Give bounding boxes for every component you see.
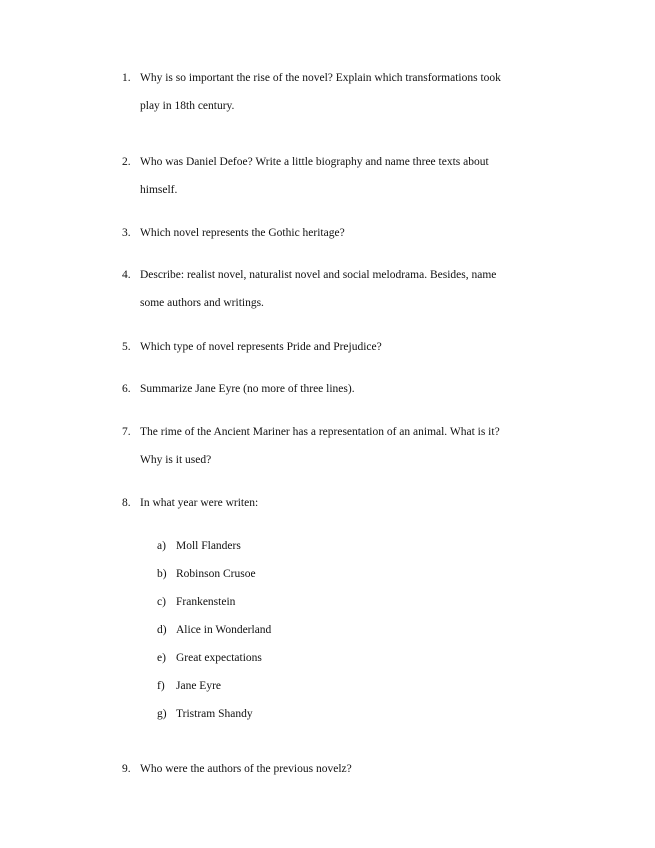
sub-item-text: Frankenstein (176, 596, 236, 608)
question-text: Why is it used? (140, 454, 212, 466)
question-text: In what year were writen: (140, 497, 259, 509)
question-text: Summarize Jane Eyre (no more of three lines). (140, 383, 355, 395)
question-text: The rime of the Ancient Mariner has a representation of an animal. What is it? (140, 426, 500, 438)
question-number: 1. (122, 72, 131, 84)
question-text: Who were the authors of the previous novelz? (140, 763, 352, 775)
sub-item-text: Tristram Shandy (176, 708, 253, 720)
question-number: 4. (122, 269, 131, 281)
sub-item-letter: c) (157, 596, 166, 608)
question-text: Which type of novel represents Pride and Prejudice? (140, 341, 382, 353)
question-number: 2. (122, 156, 131, 168)
question-number: 9. (122, 763, 131, 775)
sub-item-letter: e) (157, 652, 166, 664)
question-number: 3. (122, 227, 131, 239)
sub-item-text: Great expectations (176, 652, 262, 664)
sub-item-text: Alice in Wonderland (176, 624, 272, 636)
sub-item-letter: g) (157, 708, 167, 720)
sub-item-letter: b) (157, 568, 167, 580)
question-text: Describe: realist novel, naturalist novel and social melodrama. Besides, name (140, 269, 497, 281)
question-text: Who was Daniel Defoe? Write a little biography and name three texts about (140, 156, 489, 168)
sub-item-letter: d) (157, 624, 167, 636)
question-text: Which novel represents the Gothic heritage? (140, 227, 345, 239)
sub-item-text: Robinson Crusoe (176, 568, 256, 580)
question-text: himself. (140, 184, 178, 196)
question-number: 5. (122, 341, 131, 353)
question-text: some authors and writings. (140, 297, 264, 309)
question-number: 7. (122, 426, 131, 438)
question-text: Why is so important the rise of the novel? Explain which transformations took (140, 72, 501, 84)
question-number: 6. (122, 383, 131, 395)
sub-item-text: Jane Eyre (176, 680, 222, 692)
sub-item-letter: a) (157, 540, 166, 552)
question-number: 8. (122, 497, 131, 509)
sub-item-letter: f) (157, 680, 165, 692)
sub-item-text: Moll Flanders (176, 540, 241, 552)
question-text: play in 18th century. (140, 100, 235, 112)
